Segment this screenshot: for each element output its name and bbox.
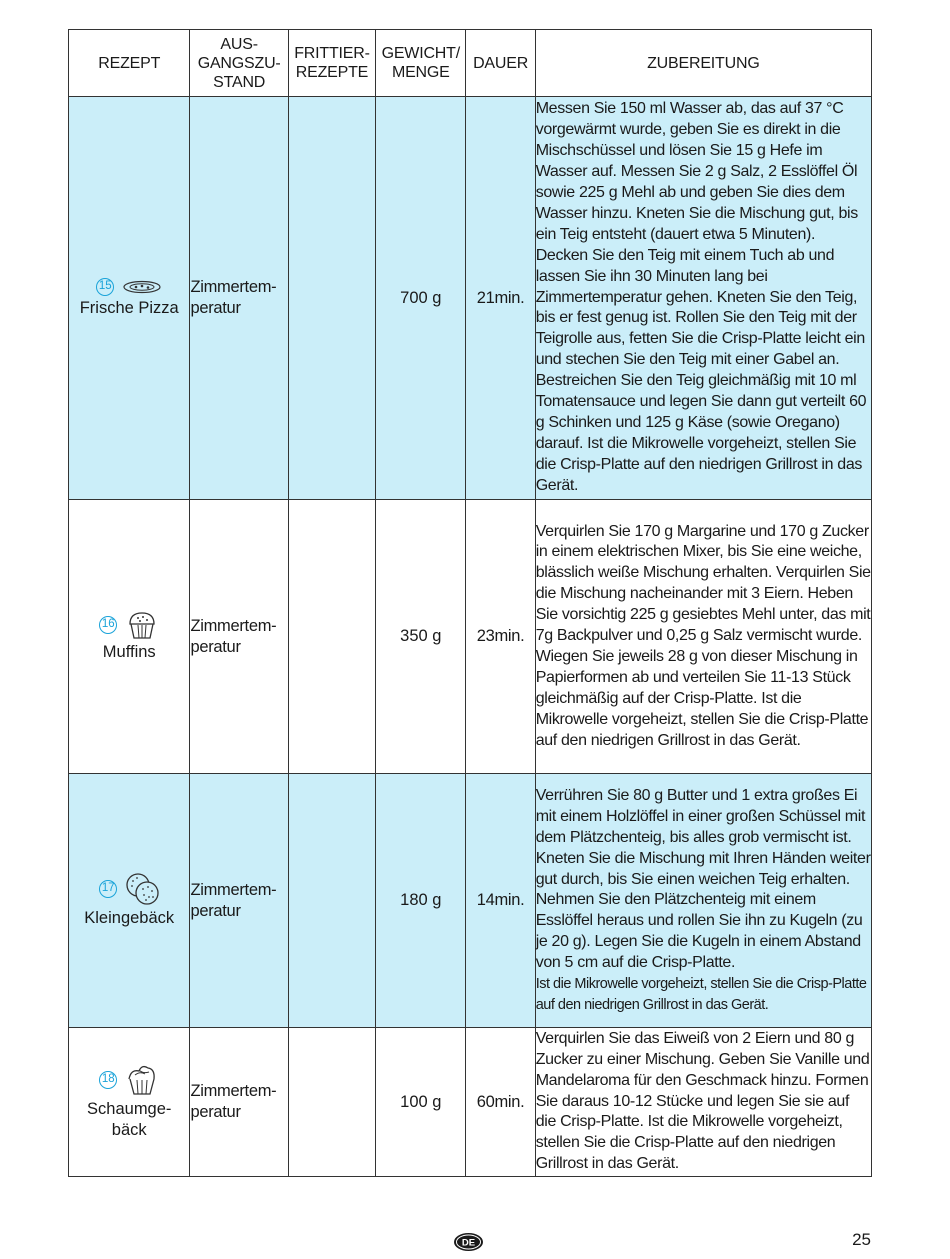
header-duration: DAUER bbox=[466, 30, 535, 97]
recipe-number-badge: 18 bbox=[99, 1071, 117, 1089]
duration-cell: 23min. bbox=[466, 500, 535, 774]
preparation-text: Verrühren Sie 80 g Butter und 1 extra großes Ei mit einem Holzlöffel in einer großen Schüssel mit dem Plätzchenteig, bis alles grob vermischt ist. Kneten Sie die Mischung mit Ihren Händen weiter gut durch, bis Sie einen weichen Teig erhalten. Nehmen Sie den Plätzchenteig mit einem Esslöffel heraus und rollen Sie ihn zu Kugeln (zu je 20 g). Legen Sie die Kugeln in einem Abstand von 5 cm auf die Crisp-Platte. bbox=[535, 786, 871, 972]
meringue-icon bbox=[125, 1063, 159, 1097]
weight-cell: 180 g bbox=[376, 774, 466, 1028]
recipe-name: Kleingebäck bbox=[84, 909, 175, 927]
recipe-number-badge: 16 bbox=[99, 616, 117, 634]
preparation-cell bbox=[535, 1028, 871, 1177]
page-number: 25 bbox=[852, 1230, 871, 1249]
recipe-cell bbox=[69, 774, 190, 1028]
weight-cell: 700 g bbox=[376, 97, 466, 500]
fry-cell bbox=[288, 1028, 375, 1177]
table-row bbox=[69, 500, 872, 774]
fry-cell bbox=[288, 97, 375, 500]
table-row bbox=[69, 1028, 872, 1177]
muffin-icon bbox=[125, 610, 159, 640]
pizza-icon bbox=[122, 280, 162, 294]
preparation-note: Ist die Mikrowelle vorgeheizt, stellen Sie die Crisp-Platte auf den niedrigen Grillrost in das Gerät. bbox=[535, 976, 867, 1013]
weight-cell: 100 g bbox=[376, 1028, 466, 1177]
weight-cell: 350 g bbox=[376, 500, 466, 774]
language-badge-text: DE bbox=[461, 1237, 476, 1249]
recipe-cell bbox=[69, 1028, 190, 1177]
initial-state-cell: Zimmertem- peratur bbox=[190, 97, 288, 500]
fry-cell bbox=[288, 774, 375, 1028]
duration-cell: 14min. bbox=[466, 774, 535, 1028]
initial-state-cell: Zimmertem- peratur bbox=[190, 500, 288, 774]
preparation-cell bbox=[535, 500, 871, 774]
table-row bbox=[69, 97, 872, 500]
recipe-number-badge: 15 bbox=[96, 278, 114, 296]
table-header-row bbox=[69, 30, 872, 97]
recipe-cell bbox=[69, 500, 190, 774]
preparation-cell bbox=[535, 774, 871, 1028]
header-initial-state: AUS- GANGSZU- STAND bbox=[190, 30, 288, 97]
recipe-name: Frische Pizza bbox=[79, 298, 179, 317]
preparation-text: Messen Sie 150 ml Wasser ab, das auf 37 °C vorgewärmt wurde, geben Sie es direkt in die Mischschüssel und lösen Sie 15 g Hefe im Wasser auf. Messen Sie 2 g Salz, 2 Esslöffel Öl sowie 225 g Mehl ab und geben Sie dies dem Wasser hinzu. Kneten Sie die Mischung gut, bis ein Teig entsteht (dauert etwa 5 Minuten). Decken Sie den Teig mit einem Tuch ab und lassen Sie ihn 30 Minuten lang bei Zimmertemperatur gehen. Kneten Sie den Teig, bis er fest genug ist. Rollen Sie den Teig mit der Teigrolle aus, fetten Sie die Crisp-Platte leicht ein und stechen Sie den Teig mit einer Gabel an. Bestreichen Sie den Teig gleichmäßig mit 10 ml Tomatensauce und legen Sie dann gut verteilt 60 g Schinken und 125 g Käse (sowie Oregano) darauf. Ist die Mikrowelle vorgeheizt, stellen Sie die Crisp-Platte auf den niedrigen Grillrost in das Gerät. bbox=[535, 100, 867, 494]
duration-cell: 60min. bbox=[466, 1028, 535, 1177]
header-fry-recipes: FRITTIER- REZEPTE bbox=[288, 30, 375, 97]
preparation-cell bbox=[535, 97, 871, 500]
header-weight: GEWICHT/ MENGE bbox=[376, 30, 466, 97]
table-row bbox=[69, 774, 872, 1028]
de-language-badge bbox=[453, 1232, 484, 1252]
recipe-number-badge: 17 bbox=[99, 880, 117, 898]
fry-cell bbox=[288, 500, 375, 774]
recipe-table bbox=[68, 29, 872, 1177]
cookies-icon bbox=[125, 872, 159, 906]
preparation-text: Verquirlen Sie das Eiweiß von 2 Eiern und 80 g Zucker zu einer Mischung. Geben Sie Vanille und Mandelaroma für den Geschmack hinzu. Formen Sie daraus 10-12 Stücke und legen Sie sie auf die Crisp-Platte. Ist die Mikrowelle vorgeheizt, stellen Sie die Crisp-Platte auf den niedrigen Grillrost in das Gerät. bbox=[535, 1029, 870, 1173]
preparation-text: Verquirlen Sie 170 g Margarine und 170 g Zucker in einem elektrischen Mixer, bis Sie eine weiche, blässlich weiße Mischung erhalten. Verquirlen Sie die Mischung nacheinander mit 3 Eiern. Heben Sie vorsichtig 225 g gesiebtes Mehl unter, das mit 7g Backpulver und 0,25 g Salz vermischt wurde. Wiegen Sie jeweils 28 g von dieser Mischung in Papierformen ab und verteilen Sie 11-13 Stück gleichmäßig auf der Crisp-Platte. Ist die Mikrowelle vorgeheizt, stellen Sie die Crisp-Platte auf den niedrigen Grillrost in das Gerät. bbox=[535, 522, 871, 749]
initial-state-cell: Zimmertem- peratur bbox=[190, 1028, 288, 1177]
initial-state-cell: Zimmertem- peratur bbox=[190, 774, 288, 1028]
recipe-cell bbox=[69, 97, 190, 500]
header-recipe: REZEPT bbox=[69, 30, 190, 97]
recipe-name: Muffins bbox=[102, 643, 156, 661]
duration-cell: 21min. bbox=[466, 97, 535, 500]
header-preparation: ZUBEREITUNG bbox=[535, 30, 871, 97]
recipe-name: Schaumge- bäck bbox=[87, 1100, 172, 1139]
